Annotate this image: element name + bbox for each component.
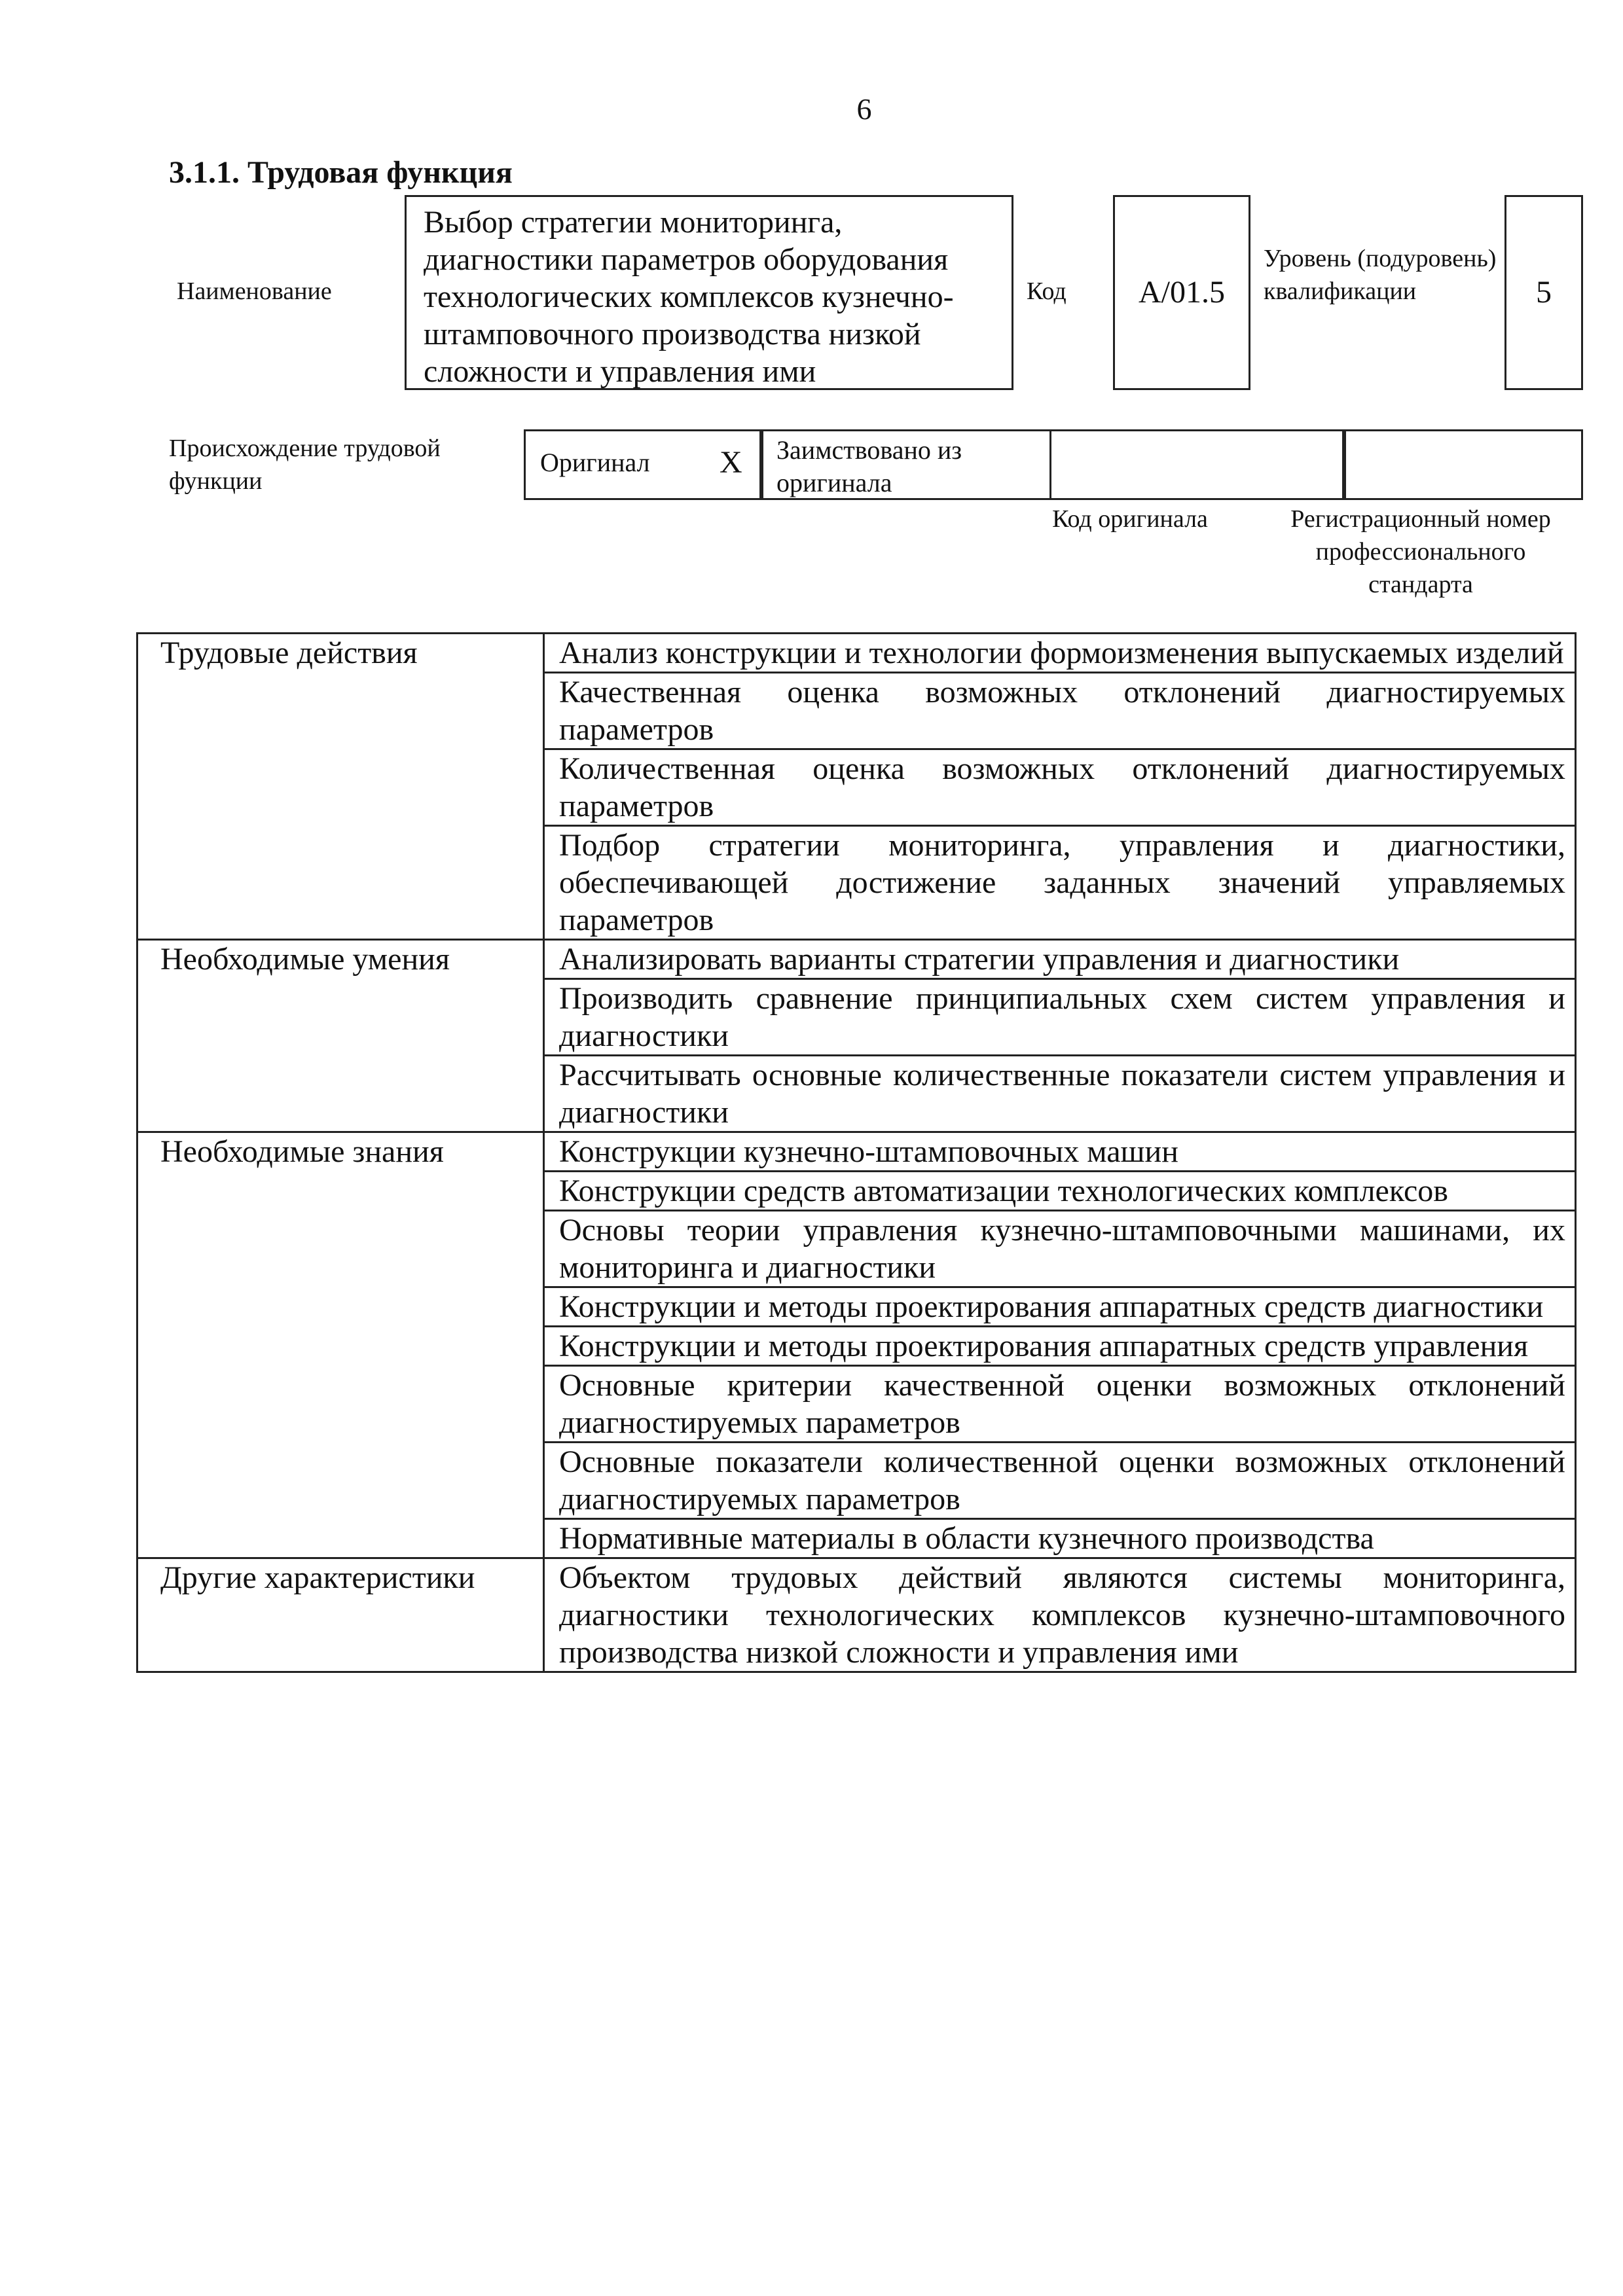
labor-action-item: Количественная оценка возможных отклонений диагностируемых параметров xyxy=(544,749,1576,826)
required-skills-title: Необходимые умения xyxy=(137,940,544,1132)
function-code-label: Код xyxy=(1027,278,1067,305)
labor-actions-title: Трудовые действия xyxy=(137,634,544,940)
table-row xyxy=(137,940,1576,979)
function-code: A/01.5 xyxy=(1139,275,1225,310)
required-knowledge-item: Конструкции кузнечно-штамповочных машин xyxy=(544,1132,1576,1172)
required-skill-item: Рассчитывать основные количественные показатели систем управления и диагностики xyxy=(544,1056,1576,1132)
function-details-table xyxy=(136,632,1577,1673)
other-characteristics-title: Другие характеристики xyxy=(137,1558,544,1672)
required-knowledge-item: Основы теории управления кузнечно-штамповочными машинами, их мониторинга и диагностики xyxy=(544,1211,1576,1287)
required-knowledge-title: Необходимые знания xyxy=(137,1132,544,1558)
origin-code-cell xyxy=(1049,431,1344,498)
table-row xyxy=(137,1558,1576,1672)
labor-action-item: Подбор стратегии мониторинга, управления и диагностики, обеспечивающей достижение заданных значений управляемых параметров xyxy=(544,826,1576,940)
qualification-level-label: Уровень (подуровень) квалификации xyxy=(1264,245,1497,305)
origin-borrowed-cell xyxy=(761,431,1049,498)
required-knowledge-item: Нормативные материалы в области кузнечного производства xyxy=(544,1519,1576,1558)
labor-action-item: Анализ конструкции и технологии формоизменения выпускаемых изделий xyxy=(544,634,1576,673)
required-knowledge-item: Основные показатели количественной оценки возможных отклонений диагностируемых параметров xyxy=(544,1443,1576,1519)
required-skill-item: Производить сравнение принципиальных схем систем управления и диагностики xyxy=(544,979,1576,1056)
function-code-box xyxy=(1113,195,1250,390)
required-skill-item: Анализировать варианты стратегии управления и диагностики xyxy=(544,940,1576,979)
qualification-level-box xyxy=(1504,195,1583,390)
required-knowledge-item: Конструкции средств автоматизации технологических комплексов xyxy=(544,1172,1576,1211)
origin-original-label: Оригинал xyxy=(540,448,650,477)
section-title: 3.1.1. Трудовая функция xyxy=(169,155,513,190)
code-original-caption: Код оригинала xyxy=(1052,505,1208,533)
table-row xyxy=(137,1132,1576,1172)
required-knowledge-item: Конструкции и методы проектирования аппаратных средств управления xyxy=(544,1327,1576,1366)
origin-original-cell xyxy=(526,431,761,498)
required-knowledge-item: Основные критерии качественной оценки возможных отклонений диагностируемых параметров xyxy=(544,1366,1576,1443)
qualification-level: 5 xyxy=(1536,275,1552,310)
registration-number-caption: Регистрационный номер профессионального стандарта xyxy=(1290,505,1551,598)
page-number: 6 xyxy=(856,92,872,126)
origin-original-mark: X xyxy=(720,445,742,480)
table-row xyxy=(137,634,1576,673)
required-knowledge-item: Конструкции и методы проектирования аппаратных средств диагностики xyxy=(544,1287,1576,1327)
labor-action-item: Качественная оценка возможных отклонений диагностируемых параметров xyxy=(544,673,1576,749)
other-characteristic-item: Объектом трудовых действий являются системы мониторинга, диагностики технологических комплексов кузнечно-штамповочного производства низкой сложности и управления ими xyxy=(544,1558,1576,1672)
origin-borrowed-label: Заимствовано из оригинала xyxy=(776,435,962,497)
function-name-box xyxy=(405,195,1013,390)
origin-registration-cell xyxy=(1344,431,1581,498)
function-name-label: Наименование xyxy=(177,278,332,305)
function-name: Выбор стратегии мониторинга, диагностики параметров оборудования технологических комплексов кузнечно-штамповочного производства низкой сложности и управления ими xyxy=(424,205,954,389)
origin-label: Происхождение трудовой функции xyxy=(169,435,441,495)
origin-box xyxy=(524,429,1583,500)
